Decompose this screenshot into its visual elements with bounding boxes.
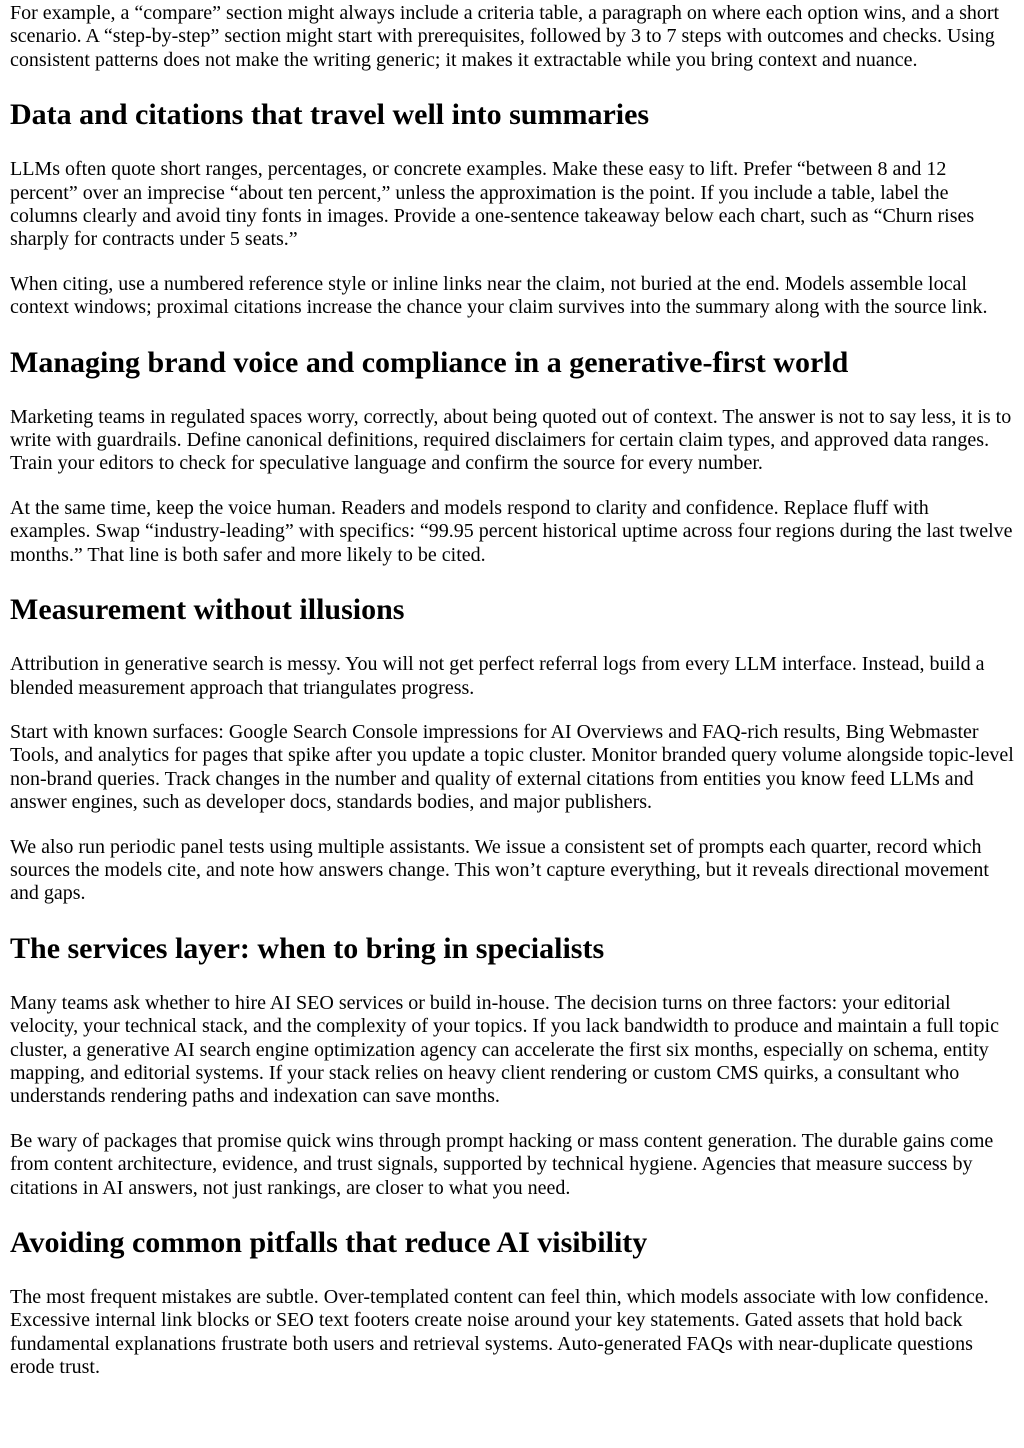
paragraph: The most frequent mistakes are subtle. Over-templated content can feel thin, which models associate with low confidence. Excessive internal link blocks or SEO text footers create noise around your key statements. Gated assets that hold back fundamental explanations frustrate both users and retrieval systems. Auto-generated FAQs with near-duplicate questions erode trust. [10,1286,989,1379]
section-heading: Data and citations that travel well into summaries [10,98,650,132]
section-services-layer [10,932,1014,1200]
paragraph: At the same time, keep the voice human. Readers and models respond to clarity and confidence. Replace fluff with examples. Swap “industry-leading” with specifics: “99.95 percent historical uptime across four regions during the last twelve months.” That line is both safer and more likely to be cited. [10,496,1013,566]
section-heading: Avoiding common pitfalls that reduce AI visibility [10,1226,648,1259]
paragraph: Marketing teams in regulated spaces worry, correctly, about being quoted out of context. The answer is not to say less, it is to write with guardrails. Define canonical definitions, required disclaimers for certain claim types, and approved data ranges. Train your editors to check for speculative language and confirm the source for every number. [10,405,1012,475]
section-measurement [10,593,1014,906]
paragraph: We also run periodic panel tests using multiple assistants. We issue a consistent set of prompts each quarter, record which sources the models cite, and note how answers change. This won’t capture everything, but it reveals directional movement and gaps. [10,835,989,905]
section-heading: Managing brand voice and compliance in a generative-first world [10,345,849,379]
section-heading: The services layer: when to bring in specialists [10,931,605,965]
paragraph: When citing, use a numbered reference style or inline links near the claim, not buried at the end. Models assemble local context windows; proximal citations increase the chance your claim survives into the summary along with the source link. [10,272,988,319]
paragraph: Attribution in generative search is messy. You will not get perfect referral logs from every LLM interface. Instead, build a blended measurement approach that triangulates progress. [10,653,985,699]
paragraph: Be wary of packages that promise quick wins through prompt hacking or mass content generation. The durable gains come from content architecture, evidence, and trust signals, supported by technical hygiene. Agencies that measure success by citations in AI answers, not just rankings, are closer to what you need. [10,1129,994,1199]
paragraph: Start with known surfaces: Google Search Console impressions for AI Overviews and FAQ-rich results, Bing Webmaster Tools, and analytics for pages that spike after you update a topic cluster. Monitor branded query volume alongside topic-level non-brand queries. Track changes in the number and quality of external citations from entities you know feed LLMs and answer engines, such as developer docs, standards bodies, and major publishers. [10,720,1014,814]
paragraph: Many teams ask whether to hire AI SEO services or build in-house. The decision turns on three factors: your editorial velocity, your technical stack, and the complexity of your topics. If you lack bandwidth to produce and maintain a full topic cluster, a generative AI search engine optimization agency can accelerate the first six months, especially on schema, entity mapping, and editorial systems. If your stack relies on heavy client rendering or custom CMS quirks, a consultant who understands rendering paths and indexation can save months. [10,991,999,1108]
paragraph: For example, a “compare” section might always include a criteria table, a paragraph on where each option wins, and a short scenario. A “step-by-step” section might start with prerequisites, followed by 3 to 7 steps with outcomes and checks. Using consistent patterns does not make the writing generic; it makes it extractable while you bring context and nuance. [10,2,1000,71]
section-data-and-citations [10,98,1014,319]
section-brand-voice-compliance [10,346,1014,567]
paragraph: LLMs often quote short ranges, percentages, or concrete examples. Make these easy to lift. Prefer “between 8 and 12 percent” over an imprecise “about ten percent,” unless the approximation is the point. If you include a table, label the columns clearly and avoid tiny fonts in images. Provide a one-sentence takeaway below each chart, such as “Churn rises sharply for contracts under 5 seats.” [10,158,975,251]
section-common-pitfalls [10,1226,1014,1380]
section-heading: Measurement without illusions [10,593,405,627]
